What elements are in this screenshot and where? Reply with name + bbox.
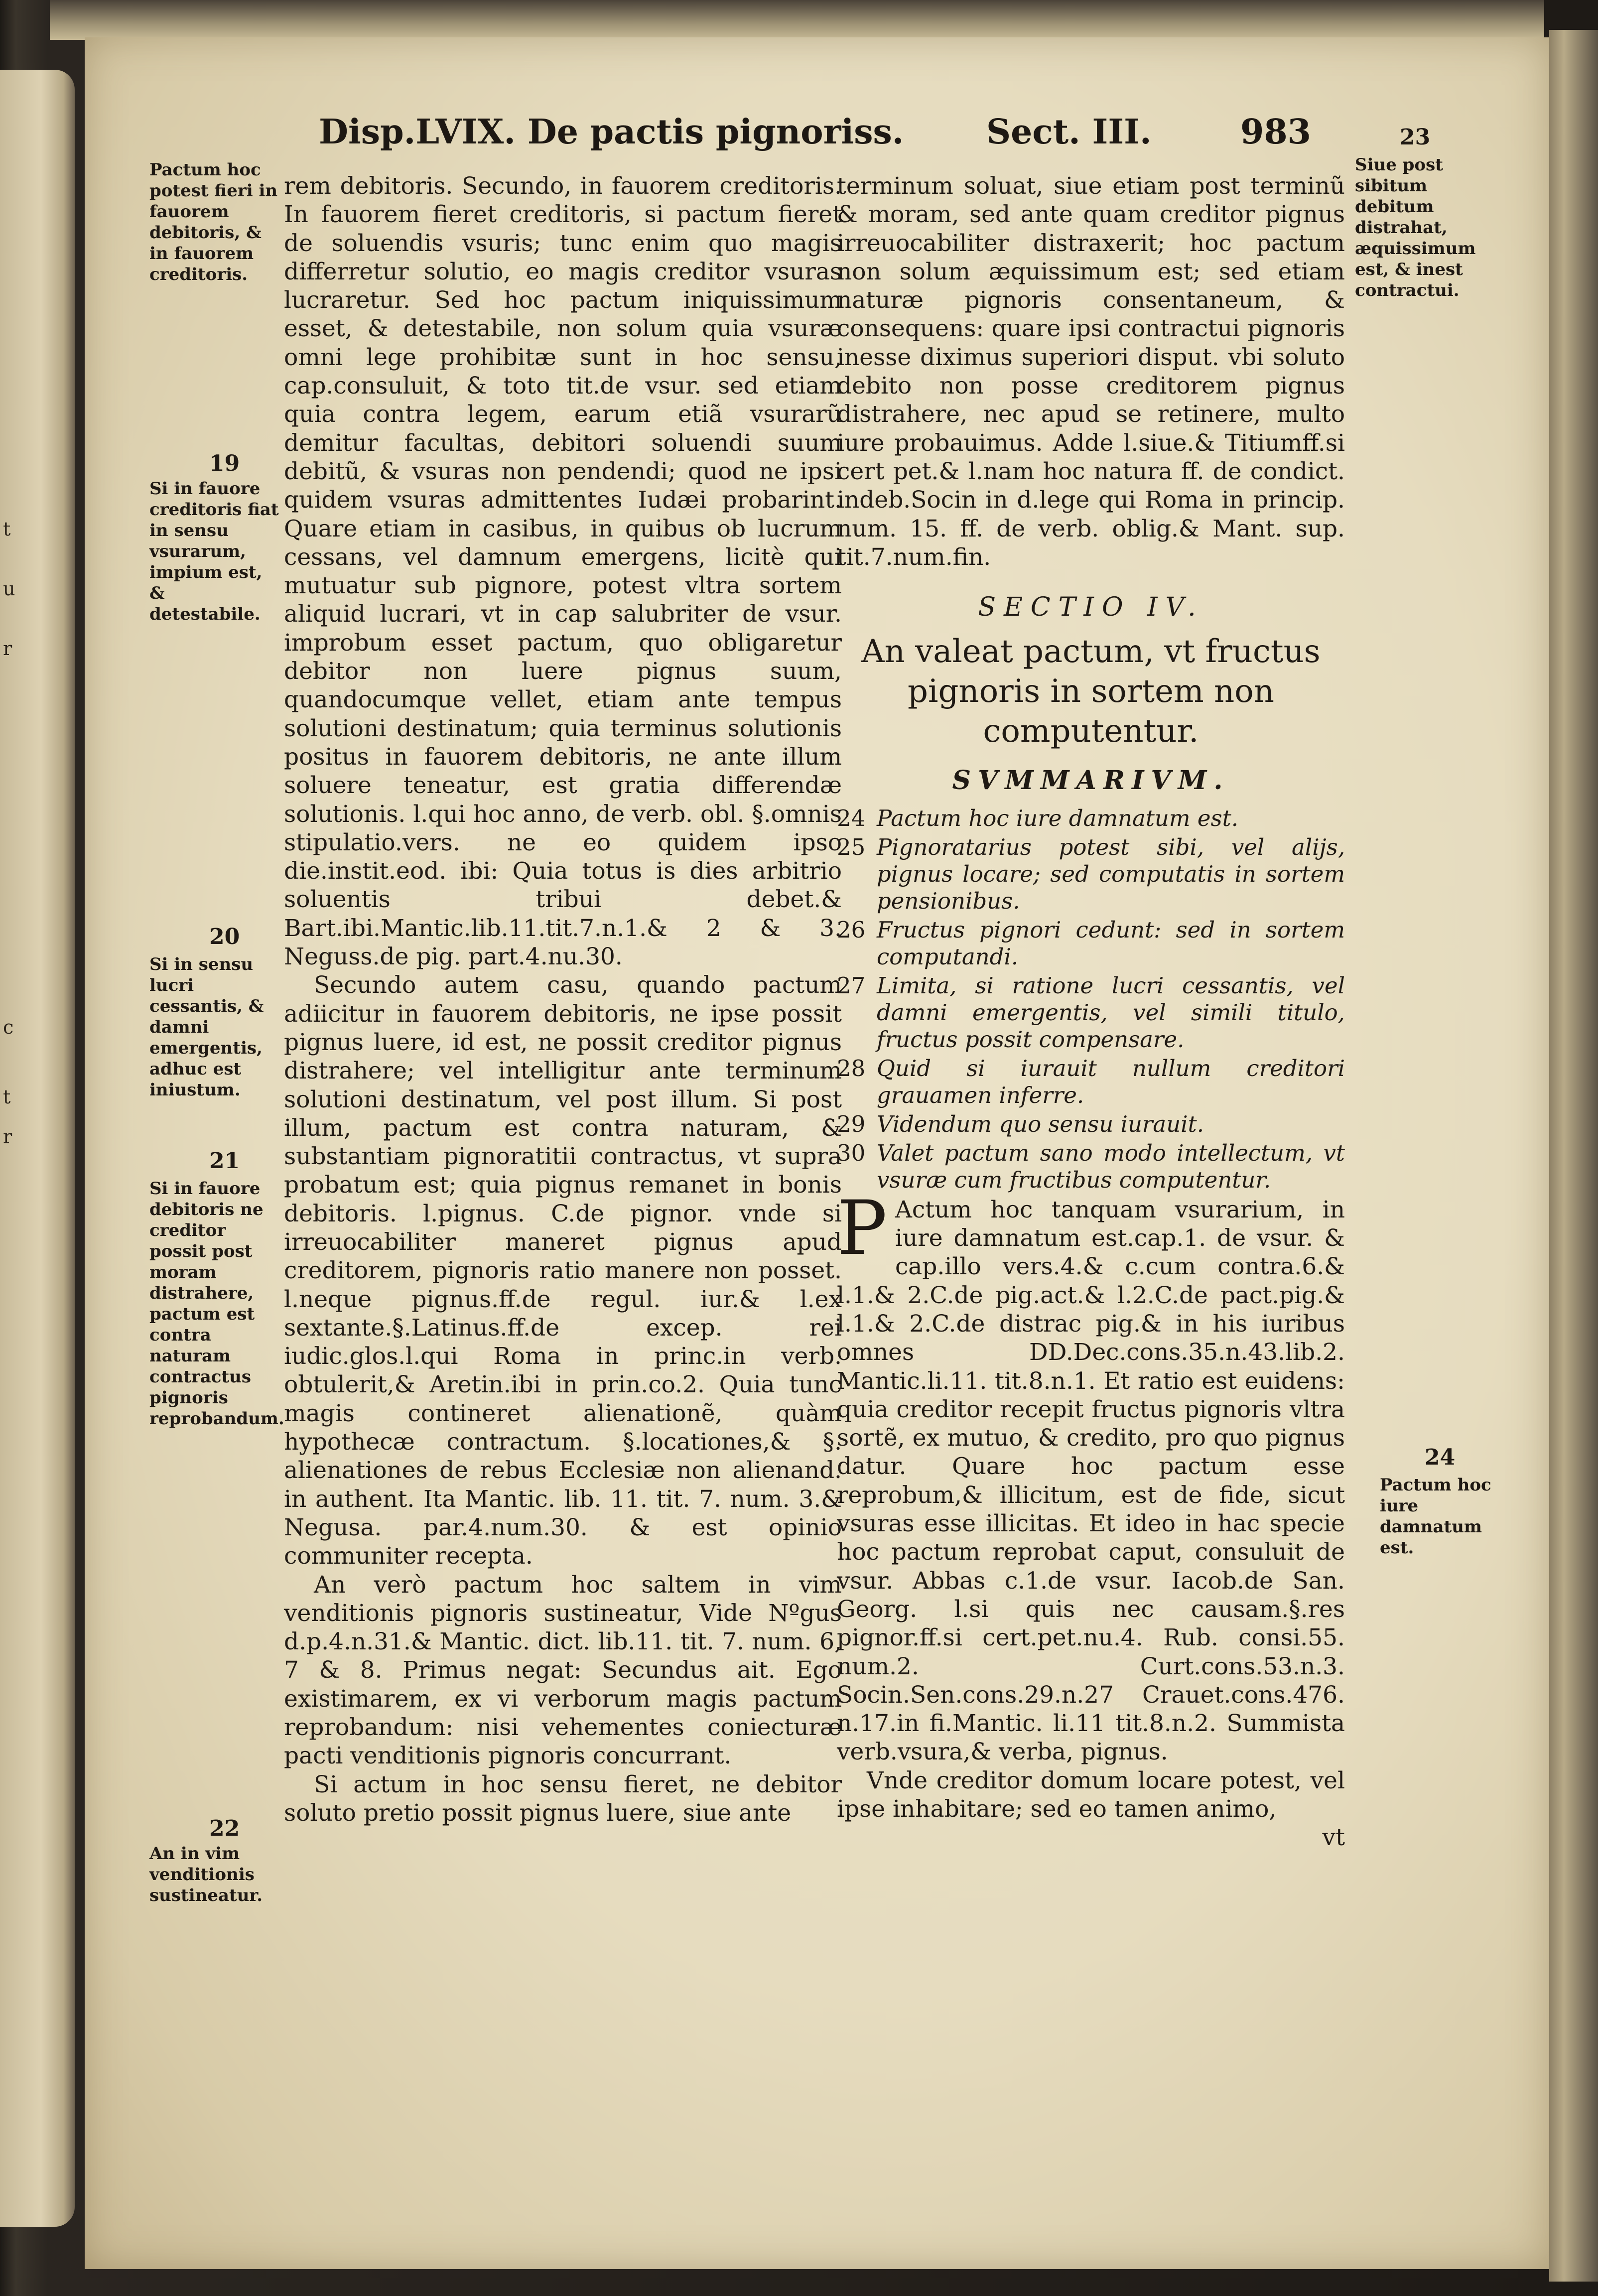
section-label: Sect. III. (986, 112, 1152, 152)
summary-heading: SVMMARIVM. (952, 765, 1230, 796)
catchword: vt (1322, 1824, 1345, 1852)
summary-number: 28 (837, 1055, 866, 1081)
summary-text: Pactum hoc iure damnatum est. (877, 805, 1238, 831)
paragraph: Secundo autem casu, quando pactum adiicitur in fauorem debitoris, ne ipse possit pignus luere, id est, ne possit creditor pignus distrahere; vel intelligitur ante terminum solutioni destinatum, vel post illum. Si post illum, pactum est contra naturam, & substantiam pignoratitii contractus, vt supra probatum est; quia pignus remanet in bonis debitoris. l.pignus. C.de pignor. vnde si irreuocabiliter maneret pignus apud creditorem, pignoris ratio manere non posset. l.neque pignus.ff.de regul. iur.& l.ex sextante.§.Latinus.ff.de excep. rei iudic.glos.l.qui Roma in princ.in verb. obtulerit,& Aretin.ibi in prin.co.2. Quia tunc magis contineret alienationẽ, quàm hypothecæ contractum. §.locationes,& §. alienationes de rebus Ecclesiæ non alienand. in authent. Ita Mantic. lib. 11. tit. 7. num. 3.& Negusa. par.4.num.30. & est opinio communiter recepta. (284, 971, 842, 1570)
summary-item (837, 1140, 1345, 1194)
margin-note: Pactum hoc iure damnatum est. (1380, 1475, 1491, 1558)
summary-number: 26 (837, 916, 866, 943)
facing-page-fragment: t (3, 1086, 11, 1108)
facing-page-fragment: c (3, 1016, 14, 1038)
margin-note: An in vim venditionis sustineatur. (149, 1844, 263, 1905)
margin-note: Pactum hoc potest fieri in fauorem debitoris, & in fauorem creditoris. (149, 160, 278, 284)
margin-number: 19 (209, 451, 240, 476)
margin-note: Siue post sibitum debitum distrahat, æquissimum est, & inest contractui. (1355, 155, 1476, 300)
margin-number: 20 (209, 924, 240, 949)
summary-list (837, 805, 1345, 1194)
book-page (85, 37, 1549, 2269)
section-title: An valeat pactum, vt fructus pignoris in sortem non computentur. (861, 633, 1321, 750)
running-title: Disp.LVIX. De pactis pignoriss. (319, 112, 904, 152)
section-heading: SECTIO IV. (978, 592, 1204, 623)
summary-text: Pignoratarius potest sibi, vel alijs, pignus locare; sed computatis in sortem pensionibus. (877, 833, 1345, 914)
summary-number: 24 (837, 805, 866, 831)
facing-page-fragment: r (3, 1126, 12, 1148)
margin-note: Si in sensu lucri cessantis, & damni emergentis, adhuc est iniustum. (149, 954, 264, 1100)
paragraph: Vnde creditor domum locare potest, vel ipse inhabitare; sed eo tamen animo, (837, 1766, 1345, 1823)
facing-page-fragment: t (3, 518, 11, 540)
margin-number: 23 (1400, 125, 1431, 150)
summary-number: 29 (837, 1110, 866, 1137)
margin-note: Si in fauore debitoris ne creditor possit post moram distrahere, pactum est contra naturam contractus pignoris reprobandum. (149, 1179, 284, 1429)
margin-number: 24 (1425, 1445, 1456, 1470)
margin-note: Si in fauore creditoris fiat in sensu vsurarum, impium est, & detestabile. (149, 479, 279, 624)
page-number: 983 (1240, 112, 1311, 152)
facing-page-edge (0, 70, 75, 2227)
paragraph: An verò pactum hoc saltem in vim venditionis pignoris sustineatur, Vide Nºgus d.p.4.n.31.& Mantic. dict. lib.11. tit. 7. num. 6, 7 & 8. Primus negat: Secundus ait. Ego existimarem, ex vi verborum magis pactum reprobandum: nisi vehementes coniecturæ pacti venditionis pignoris concurrant. (284, 1571, 842, 1770)
drop-cap: P (837, 1185, 887, 1272)
book-top-edge (50, 0, 1544, 40)
paragraph: Si actum in hoc sensu fieret, ne debitor soluto pretio possit pignus luere, siue ante (284, 1770, 842, 1827)
summary-text: Quid si iurauit nullum creditori grauamen inferre. (877, 1055, 1345, 1108)
margin-number: 22 (209, 1816, 240, 1841)
summary-item (837, 805, 1345, 832)
summary-number: 25 (837, 833, 866, 860)
paragraph-text: Actum hoc tanquam vsurarium, in iure damnatum est.cap.1. de vsur. & cap.illo vers.4.& c.cum contra.6.& l.1.& 2.C.de pig.act.& l.2.C.de pact.pig.& l.1.& 2.C.de distrac pig.& in his iuribus omnes DD.Dec.cons.35.n.43.lib.2. Mantic.li.11. tit.8.n.1. Et ratio est euidens: quia creditor recepit fructus pignoris vltra sortẽ, ex mutuo, & credito, pro quo pignus datur. Quare hoc pactum esse reprobum,& illicitum, est de fide, sicut vsuras esse illicitas. Et ideo in hac specie hoc pactum reprobat caput, consuluit de vsur. Abbas c.1.de vsur. Iacob.de San. Georg. l.si quis nec causam.§.res pignor.ff.si cert.pet.nu.4. Rub. consi.55. num.2. Curt.cons.53.n.3. Socin.Sen.cons.29.n.27 Crauet.cons.476. n.17.in fi.Mantic. li.11 tit.8.n.2. Summista verb.vsura,& verba, pignus. (837, 1196, 1345, 1766)
summary-text: Videndum quo sensu iurauit. (877, 1110, 1204, 1137)
summary-number: 30 (837, 1139, 866, 1166)
summary-text: Fructus pignori cedunt: sed in sortem computandi. (877, 916, 1345, 970)
page-right-edge (1549, 30, 1598, 2282)
summary-item (837, 1111, 1345, 1138)
left-text-column (284, 172, 842, 1827)
margin-number: 21 (209, 1148, 240, 1174)
paragraph: rem debitoris. Secundo, in fauorem creditoris. In fauorem fieret creditoris, si pactum fieret de soluendis vsuris; tunc enim quo magis differretur solutio, eo magis creditor vsuras lucraretur. Sed hoc pactum iniquissimum esset, & detestabile, non solum quia vsuræ omni lege prohibitæ sunt in hoc sensu, cap.consuluit, & toto tit.de vsur. sed etiam quia contra legem, earum etiã vsurarũ demitur facultas, debitori soluendi suum debitũ, & vsuras non pendendi; quod ne ipsi quidem vsuras admittentes Iudæi probarint. Quare etiam in casibus, in quibus ob lucrum cessans, vel damnum emergens, licitè qui mutuatur sub pignore, potest vltra sortem aliquid lucrari, vt in cap salubriter de vsur. improbum esset pactum, quo obligaretur debitor non luere pignus suum, quandocumque vellet, etiam ante tempus solutioni destinatum; quia terminus solutionis positus in fauorem debitoris, ne ante illum soluere teneatur, est gratia differendæ solutionis. l.qui hoc anno, de verb. obl. §.omnis stipulatio.vers. ne eo quidem ipso die.instit.eod. ibi: Quia totus is dies arbitrio soluentis tribui debet.& Bart.ibi.Mantic.lib.11.tit.7.n.1.& 2 & 3. Neguss.de pig. part.4.nu.30. (284, 172, 842, 971)
summary-text: Valet pactum sano modo intellectum, vt vsuræ cum fructibus computentur. (877, 1139, 1345, 1193)
summary-item (837, 917, 1345, 970)
paragraph: terminum soluat, siue etiam post terminũ & moram, sed ante quam creditor pignus irreuocabiliter distraxerit; hoc pactum non solum æquissimum est; sed etiam naturæ pignoris consentaneum, & consequens: quare ipsi contractui pignoris inesse diximus superiori disput. vbi soluto debito non posse creditorem pignus distrahere, nec apud se retinere, multo iure probauimus. Adde l.siue.& Titiumff.si cert pet.& l.nam hoc natura ff. de condict. indeb.Socin in d.lege qui Roma in princip. num. 15. ff. de verb. oblig.& Mant. sup. tit.7.num.fin. (837, 172, 1345, 571)
summary-text: Limita, si ratione lucri cessantis, vel damni emergentis, vel simili titulo, fructus possit compensare. (877, 972, 1345, 1053)
right-text-column (837, 172, 1345, 1852)
facing-page-fragment: r (3, 638, 12, 660)
summary-item (837, 972, 1345, 1053)
summary-number: 27 (837, 972, 866, 999)
summary-item (837, 1055, 1345, 1109)
paragraph (837, 1185, 1345, 1766)
summary-item (837, 834, 1345, 915)
facing-page-fragment: u (3, 578, 15, 600)
